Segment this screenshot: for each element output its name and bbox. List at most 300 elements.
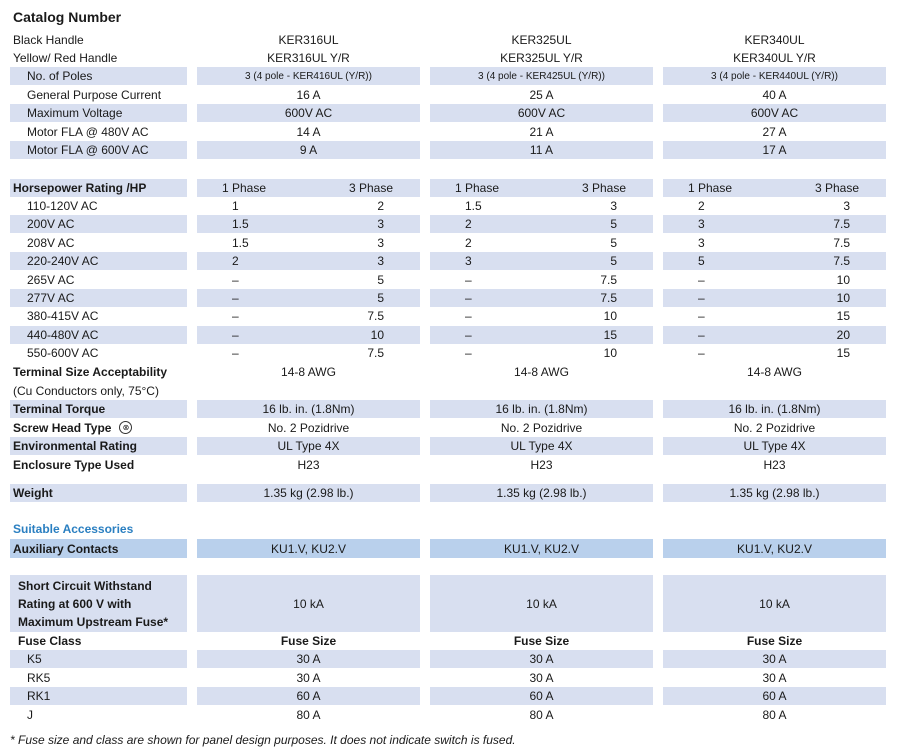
- hp-3phase: 3: [377, 217, 384, 232]
- cell: 3 (4 pole - KER416UL (Y/R)): [197, 67, 420, 85]
- column-gap: [653, 67, 663, 85]
- spec-row: [10, 437, 886, 455]
- hp-3phase: 15: [836, 346, 850, 361]
- column-gap: [187, 289, 197, 307]
- spec-row: [10, 456, 886, 474]
- row-label: Maximum Voltage: [10, 104, 187, 122]
- hp-1phase: –: [232, 272, 239, 287]
- hp-3phase: 7.5: [367, 346, 384, 361]
- column-gap: [653, 326, 663, 344]
- hp-3phase: 7.5: [833, 235, 850, 250]
- fuse-size-label: Fuse Size: [513, 634, 570, 648]
- cell: No. 2 Pozidrive: [500, 420, 583, 435]
- row-label: J: [27, 707, 33, 722]
- cell: 30 A: [197, 650, 420, 668]
- cell: 9 A: [197, 141, 420, 159]
- cell: 10 kA: [663, 575, 886, 632]
- hp-values: [430, 215, 653, 233]
- hp-3phase: 10: [370, 327, 384, 342]
- hp-1phase: –: [465, 346, 472, 361]
- cell: 3 (4 pole - KER425UL (Y/R)): [430, 67, 653, 85]
- cell: 30 A: [296, 670, 321, 685]
- phase3-label: 3 Phase: [581, 181, 626, 195]
- hp-3phase: 5: [610, 254, 617, 269]
- footnote: * Fuse size and class are shown for panel design purposes. It does not indicate switch is fused.: [10, 733, 516, 747]
- column-gap: [187, 123, 197, 141]
- column-gap: [187, 271, 197, 289]
- hp-1phase: –: [698, 327, 705, 342]
- cell: 600V AC: [430, 104, 653, 122]
- column-gap: [653, 104, 663, 122]
- hp-1phase: –: [698, 309, 705, 324]
- hp-values: [430, 234, 653, 252]
- column-gap: [653, 234, 663, 252]
- row-label: K5: [10, 650, 187, 668]
- terminal-size-note: (Cu Conductors only, 75°C): [13, 384, 159, 398]
- hp-values: [197, 234, 420, 252]
- cell: 60 A: [663, 687, 886, 705]
- column-gap: [420, 67, 430, 85]
- column-gap: [187, 252, 197, 270]
- row-label: Terminal Size Acceptability: [13, 365, 168, 379]
- hp-values: [663, 326, 886, 344]
- row-label: Motor FLA @ 480V AC: [27, 124, 149, 139]
- fuse-row: [10, 669, 886, 687]
- hp-row: [10, 252, 886, 270]
- hp-values: [197, 326, 420, 344]
- short-circuit-row: [10, 575, 886, 632]
- hp-1phase: –: [465, 291, 472, 305]
- hp-1phase: –: [232, 327, 239, 342]
- fuse-row: [10, 687, 886, 705]
- hp-values: [663, 215, 886, 233]
- hp-3phase: 5: [377, 291, 384, 305]
- hp-values: [197, 344, 420, 362]
- phase3-label: 3 Phase: [814, 181, 859, 195]
- row-label: Black Handle: [13, 33, 84, 47]
- column-gap: [420, 326, 430, 344]
- hp-3phase: 7.5: [600, 291, 617, 305]
- hp-3phase: 5: [377, 272, 384, 287]
- cell: 16 lb. in. (1.8Nm): [197, 400, 420, 418]
- cell: 16 lb. in. (1.8Nm): [430, 400, 653, 418]
- row-label: No. of Poles: [10, 67, 187, 85]
- hp-3phase: 10: [836, 272, 850, 287]
- fuse-size-label: Fuse Size: [280, 634, 337, 648]
- cell: KU1.V, KU2.V: [663, 539, 886, 558]
- cell: KU1.V, KU2.V: [430, 539, 653, 558]
- hp-1phase: 1.5: [232, 235, 249, 250]
- cell: KER340UL Y/R: [733, 51, 816, 65]
- fuse-row: [10, 706, 886, 724]
- cell: 60 A: [197, 687, 420, 705]
- fuse-size-label: Fuse Size: [746, 634, 803, 648]
- hp-3phase: 7.5: [833, 217, 850, 232]
- cell: UL Type 4X: [197, 437, 420, 455]
- cell: 30 A: [430, 650, 653, 668]
- hp-values: [197, 307, 420, 325]
- hp-voltage-label: 208V AC: [27, 235, 75, 250]
- column-gap: [420, 123, 430, 141]
- hp-values: [430, 197, 653, 215]
- column-gap: [420, 400, 430, 418]
- hp-values: [663, 252, 886, 270]
- cell: 30 A: [529, 670, 554, 685]
- column-gap: [653, 123, 663, 141]
- column-gap: [187, 197, 197, 215]
- column-gap: [653, 484, 663, 502]
- column-gap: [420, 197, 430, 215]
- cell: 27 A: [762, 124, 787, 139]
- cell: 1.35 kg (2.98 lb.): [197, 484, 420, 502]
- column-gap: [187, 363, 197, 381]
- terminal-size-row: [10, 363, 886, 381]
- column-gap: [653, 437, 663, 455]
- column-gap: [653, 179, 663, 197]
- phase1-label: 1 Phase: [455, 181, 500, 195]
- cell: 25 A: [529, 87, 554, 102]
- hp-1phase: 1.5: [232, 217, 249, 232]
- hp-1phase: 3: [698, 235, 705, 250]
- spec-row: [10, 86, 886, 104]
- column-gap: [420, 650, 430, 668]
- hp-1phase: 2: [698, 199, 705, 213]
- hp-voltage-label: 380-415V AC: [27, 309, 99, 324]
- column-gap: [420, 575, 430, 632]
- cell: KER316UL Y/R: [267, 51, 350, 65]
- hp-phase-cell: [430, 179, 653, 197]
- hp-1phase: 3: [465, 254, 472, 269]
- column-gap: [653, 141, 663, 159]
- hp-values: [663, 234, 886, 252]
- column-gap: [187, 104, 197, 122]
- cell: H23: [297, 457, 320, 472]
- column-gap: [187, 49, 197, 67]
- column-gap: [187, 31, 197, 49]
- hp-voltage-label: 277V AC: [10, 289, 187, 307]
- hp-3phase: 15: [603, 327, 617, 342]
- column-gap: [653, 363, 663, 381]
- cell: 21 A: [529, 124, 554, 139]
- cell: 600V AC: [197, 104, 420, 122]
- cell: 30 A: [762, 670, 787, 685]
- column-gap: [187, 400, 197, 418]
- screw-head-icon: ⊗: [119, 421, 132, 434]
- weight-row: [10, 484, 886, 502]
- hp-1phase: 3: [698, 217, 705, 232]
- cell: KU1.V, KU2.V: [197, 539, 420, 558]
- hp-3phase: 2: [377, 199, 384, 213]
- column-gap: [653, 307, 663, 325]
- column-gap: [653, 419, 663, 437]
- hp-voltage-label: 110-120V AC: [27, 199, 98, 213]
- column-gap: [420, 31, 430, 49]
- hp-voltage-label: 200V AC: [10, 215, 187, 233]
- column-gap: [653, 31, 663, 49]
- row-label: Motor FLA @ 600V AC: [10, 141, 187, 159]
- hp-3phase: 7.5: [367, 309, 384, 324]
- column-gap: [420, 307, 430, 325]
- sc-label: Short Circuit Withstand Rating at 600 V with Maximum Upstream Fuse*: [10, 575, 187, 632]
- hp-row: [10, 197, 886, 215]
- aux-contacts-row: [10, 539, 886, 558]
- hp-values: [197, 252, 420, 270]
- column-gap: [187, 484, 197, 502]
- column-gap: [187, 344, 197, 362]
- spec-row: [10, 400, 886, 418]
- hp-row: [10, 344, 886, 362]
- row-label: RK1: [10, 687, 187, 705]
- cell: 16 lb. in. (1.8Nm): [663, 400, 886, 418]
- hp-1phase: –: [698, 346, 705, 361]
- hp-1phase: 1.5: [465, 199, 482, 213]
- cell: KER325UL Y/R: [500, 51, 583, 65]
- hp-3phase: 7.5: [600, 272, 617, 287]
- cell: 80 A: [529, 707, 554, 722]
- hp-1phase: 2: [465, 235, 472, 250]
- table-title: Catalog Number: [13, 9, 122, 25]
- spec-row: [10, 104, 886, 122]
- row-label: Environmental Rating: [10, 437, 187, 455]
- hp-values: [430, 307, 653, 325]
- fuse-row: [10, 650, 886, 668]
- cell: 14-8 AWG: [514, 365, 569, 379]
- hp-values: [663, 344, 886, 362]
- row-label: RK5: [27, 670, 51, 685]
- hp-1phase: 5: [698, 254, 705, 269]
- column-gap: [653, 575, 663, 632]
- row-label: Terminal Torque: [10, 400, 187, 418]
- cell: 17 A: [663, 141, 886, 159]
- column-gap: [187, 307, 197, 325]
- hp-values: [663, 307, 886, 325]
- spec-row: [10, 123, 886, 141]
- header-row-black: [10, 31, 886, 49]
- column-gap: [420, 104, 430, 122]
- cell: KER316UL: [278, 33, 339, 47]
- hp-values: [430, 289, 653, 307]
- column-gap: [420, 632, 430, 650]
- cell: KER325UL: [511, 33, 572, 47]
- column-gap: [653, 400, 663, 418]
- column-gap: [420, 344, 430, 362]
- row-label: Enclosure Type Used: [13, 457, 135, 472]
- hp-values: [430, 326, 653, 344]
- hp-3phase: 10: [836, 291, 850, 305]
- hp-1phase: –: [232, 291, 239, 305]
- column-gap: [420, 706, 430, 724]
- hp-3phase: 10: [603, 309, 617, 324]
- cell: 60 A: [430, 687, 653, 705]
- cell: 14-8 AWG: [281, 365, 336, 379]
- cell: 3 (4 pole - KER440UL (Y/R)): [663, 67, 886, 85]
- hp-1phase: –: [465, 272, 472, 287]
- hp-row: [10, 326, 886, 344]
- cell: KER340UL: [744, 33, 805, 47]
- hp-phase-cell: [197, 179, 420, 197]
- hp-values: [197, 271, 420, 289]
- column-gap: [420, 456, 430, 474]
- hp-voltage-label: 550-600V AC: [27, 346, 99, 361]
- row-label: Auxiliary Contacts: [10, 539, 187, 558]
- hp-values: [430, 344, 653, 362]
- column-gap: [420, 271, 430, 289]
- hp-3phase: 5: [610, 235, 617, 250]
- hp-header-row: [10, 179, 886, 197]
- hp-row: [10, 289, 886, 307]
- row-label: Weight: [10, 484, 187, 502]
- hp-voltage-label: 265V AC: [27, 272, 75, 287]
- row-label: General Purpose Current: [27, 87, 162, 102]
- hp-values: [430, 271, 653, 289]
- hp-1phase: 2: [465, 217, 472, 232]
- column-gap: [420, 252, 430, 270]
- column-gap: [187, 456, 197, 474]
- hp-voltage-label: 440-480V AC: [10, 326, 187, 344]
- column-gap: [653, 687, 663, 705]
- hp-3phase: 5: [610, 217, 617, 232]
- hp-values: [197, 215, 420, 233]
- column-gap: [420, 363, 430, 381]
- hp-1phase: –: [232, 309, 239, 324]
- phase1-label: 1 Phase: [222, 181, 267, 195]
- column-gap: [653, 650, 663, 668]
- hp-voltage-label: 220-240V AC: [10, 252, 187, 270]
- phase1-label: 1 Phase: [688, 181, 733, 195]
- cell: 14-8 AWG: [747, 365, 802, 379]
- column-gap: [187, 437, 197, 455]
- column-gap: [187, 687, 197, 705]
- cell: UL Type 4X: [430, 437, 653, 455]
- hp-1phase: 1: [232, 199, 239, 213]
- hp-values: [663, 289, 886, 307]
- row-label: Yellow/ Red Handle: [13, 51, 118, 65]
- hp-row: [10, 307, 886, 325]
- hp-phase-cell: [663, 179, 886, 197]
- hp-row: [10, 215, 886, 233]
- phase3-label: 3 Phase: [348, 181, 393, 195]
- column-gap: [420, 289, 430, 307]
- hp-3phase: 3: [610, 199, 617, 213]
- cell: 1.35 kg (2.98 lb.): [430, 484, 653, 502]
- hp-1phase: 2: [232, 254, 239, 269]
- cell: 80 A: [762, 707, 787, 722]
- column-gap: [187, 575, 197, 632]
- cell: 11 A: [430, 141, 653, 159]
- column-gap: [187, 632, 197, 650]
- spec-row: [10, 141, 886, 159]
- cell: 10 kA: [430, 575, 653, 632]
- header-row-yellow-red: [10, 49, 886, 67]
- cell: 600V AC: [663, 104, 886, 122]
- hp-3phase: 10: [603, 346, 617, 361]
- hp-1phase: –: [465, 327, 472, 342]
- hp-values: [197, 197, 420, 215]
- cell: No. 2 Pozidrive: [267, 420, 350, 435]
- spec-row: [10, 67, 886, 85]
- hp-row: [10, 234, 886, 252]
- fuse-header-row: [10, 632, 886, 650]
- column-gap: [420, 419, 430, 437]
- hp-values: [197, 289, 420, 307]
- hp-1phase: –: [698, 291, 705, 305]
- hp-1phase: –: [698, 272, 705, 287]
- hp-1phase: –: [232, 346, 239, 361]
- spec-row: [10, 419, 886, 437]
- cell: H23: [530, 457, 553, 472]
- cell: 40 A: [762, 87, 787, 102]
- column-gap: [420, 539, 430, 558]
- hp-3phase: 3: [377, 254, 384, 269]
- hp-row: [10, 271, 886, 289]
- column-gap: [420, 215, 430, 233]
- column-gap: [187, 419, 197, 437]
- column-gap: [187, 669, 197, 687]
- column-gap: [420, 141, 430, 159]
- column-gap: [420, 86, 430, 104]
- hp-1phase: –: [465, 309, 472, 324]
- column-gap: [187, 141, 197, 159]
- cell: H23: [763, 457, 786, 472]
- row-label: Screw Head Type ⊗: [10, 419, 187, 437]
- hp-values: [663, 271, 886, 289]
- hp-3phase: 15: [836, 309, 850, 324]
- column-gap: [187, 215, 197, 233]
- cell: UL Type 4X: [663, 437, 886, 455]
- column-gap: [187, 86, 197, 104]
- column-gap: [653, 215, 663, 233]
- column-gap: [653, 539, 663, 558]
- hp-3phase: 7.5: [833, 254, 850, 269]
- column-gap: [187, 706, 197, 724]
- cell: 80 A: [296, 707, 321, 722]
- column-gap: [420, 484, 430, 502]
- hp-label: Horsepower Rating /HP: [10, 179, 187, 197]
- hp-3phase: 3: [377, 235, 384, 250]
- column-gap: [653, 49, 663, 67]
- column-gap: [187, 179, 197, 197]
- cell: 30 A: [663, 650, 886, 668]
- column-gap: [420, 179, 430, 197]
- column-gap: [187, 234, 197, 252]
- column-gap: [420, 49, 430, 67]
- cell: 14 A: [296, 124, 321, 139]
- column-gap: [420, 669, 430, 687]
- hp-values: [430, 252, 653, 270]
- column-gap: [420, 234, 430, 252]
- column-gap: [653, 86, 663, 104]
- column-gap: [187, 539, 197, 558]
- cell: 10 kA: [197, 575, 420, 632]
- column-gap: [653, 632, 663, 650]
- column-gap: [187, 650, 197, 668]
- column-gap: [653, 197, 663, 215]
- cell: No. 2 Pozidrive: [733, 420, 816, 435]
- cell: 16 A: [296, 87, 321, 102]
- column-gap: [420, 437, 430, 455]
- column-gap: [653, 706, 663, 724]
- column-gap: [420, 687, 430, 705]
- hp-3phase: 20: [836, 327, 850, 342]
- column-gap: [653, 669, 663, 687]
- column-gap: [187, 326, 197, 344]
- column-gap: [653, 289, 663, 307]
- cell: 1.35 kg (2.98 lb.): [663, 484, 886, 502]
- fuse-class-label: Fuse Class: [18, 634, 82, 648]
- column-gap: [653, 344, 663, 362]
- column-gap: [187, 67, 197, 85]
- column-gap: [653, 252, 663, 270]
